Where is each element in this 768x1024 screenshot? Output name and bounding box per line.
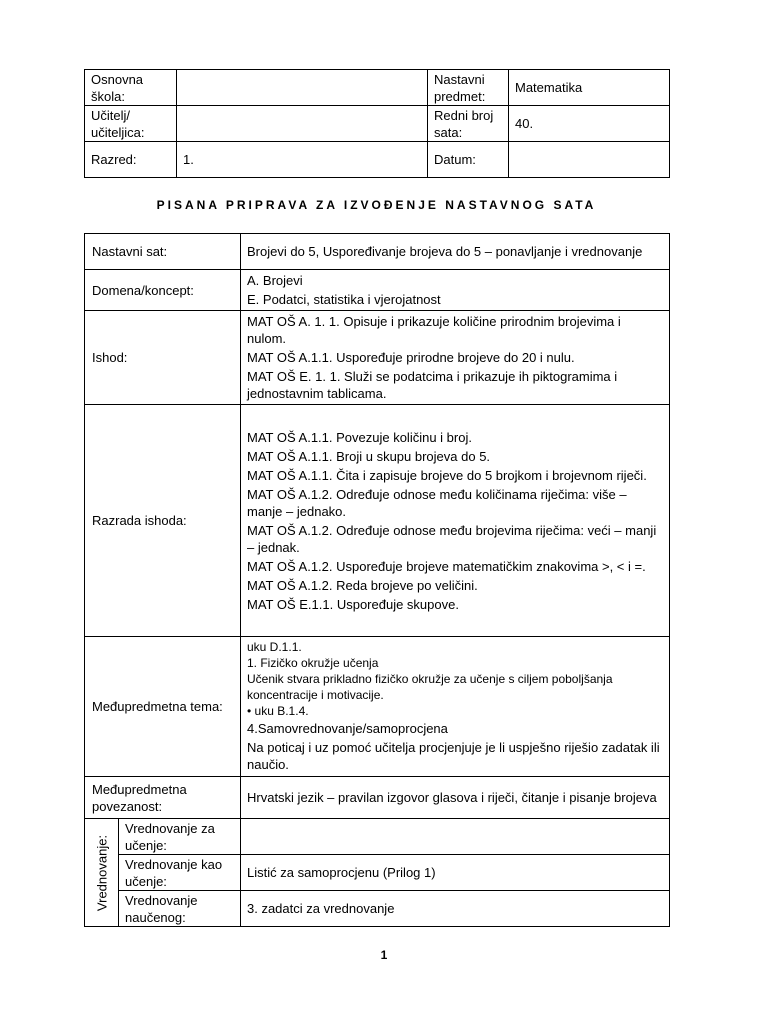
school-label: Osnovna škola: [85, 70, 177, 106]
page-number: 1 [380, 948, 388, 962]
subject-label: Nastavni predmet: [428, 70, 509, 106]
teacher-value[interactable] [177, 106, 428, 142]
crosscurricular-line: • uku B.1.4. [247, 704, 309, 718]
outcome-line: MAT OŠ A. 1. 1. Opisuje i prikazuje količine prirodnim brojevima i nulom. [247, 314, 621, 346]
elaboration-line: MAT OŠ A.1.1. Broji u skupu brojeva do 5. [247, 448, 491, 464]
page-title: PISANA PRIPRAVA ZA IZVOĐENJE NASTAVNOG SATA [156, 198, 597, 212]
elaboration-line: MAT OŠ A.1.2. Određuje odnose među količinama riječima: više – manje – jednako. [247, 486, 627, 519]
elaboration-label: Razrada ishoda: [85, 405, 241, 637]
date-value[interactable] [509, 142, 670, 178]
domain-value[interactable] [241, 270, 670, 311]
header-info-table [84, 69, 670, 178]
connection-value[interactable] [241, 777, 670, 819]
crosscurricular-value[interactable] [241, 637, 670, 777]
lesson-text: Brojevi do 5, Uspoređivanje brojeva do 5 – ponavljanje i vrednovanje [247, 244, 643, 259]
crosscurricular-label: Međupredmetna tema: [85, 637, 241, 777]
connection-text: Hrvatski jezik – pravilan izgovor glasova i riječi, čitanje i pisanje brojeva [247, 790, 657, 805]
lesson-plan-table [84, 233, 670, 927]
teacher-label: Učitelj/ učiteljica: [85, 106, 177, 142]
grade-label: Razred: [85, 142, 177, 178]
domain-label: Domena/koncept: [85, 270, 241, 311]
crosscurricular-line: Na poticaj i uz pomoć učitelja procjenjuje je li uspješno riješio zadatak ili naučio. [247, 740, 660, 772]
crosscurricular-line: 1. Fizičko okružje učenja [247, 656, 379, 670]
elaboration-line: MAT OŠ A.1.2. Reda brojeve po veličini. [247, 577, 478, 593]
lesson-number-label: Redni broj sata: [428, 106, 509, 142]
lesson-label: Nastavni sat: [85, 234, 241, 270]
eval-for-learning-label: Vrednovanje za učenje: [119, 819, 241, 855]
elaboration-line: MAT OŠ A.1.2. Određuje odnose među brojevima riječima: veći – manji – jednak. [247, 522, 657, 555]
lesson-number-value[interactable]: 40. [509, 106, 670, 142]
eval-of-learning-label: Vrednovanje naučenog: [119, 891, 241, 927]
outcome-value[interactable] [241, 311, 670, 405]
elaboration-line: MAT OŠ A.1.2. Uspoređuje brojeve matematičkim znakovima >, < i =. [247, 558, 646, 574]
outcome-line: MAT OŠ A.1.1. Uspoređuje prirodne brojeve do 20 i nulu. [247, 350, 575, 365]
domain-line: A. Brojevi [247, 273, 303, 288]
eval-of-learning-value[interactable]: 3. zadatci za vrednovanje [241, 891, 670, 927]
crosscurricular-line: uku D.1.1. [247, 640, 302, 654]
domain-line: E. Podatci, statistika i vjerojatnost [247, 292, 441, 307]
eval-for-learning-value[interactable] [241, 819, 670, 855]
eval-as-learning-value[interactable]: Listić za samoprocjenu (Prilog 1) [241, 855, 670, 891]
crosscurricular-line: 4.Samovrednovanje/samoprocjena [247, 721, 448, 736]
elaboration-line: MAT OŠ A.1.1. Povezuje količinu i broj. [247, 429, 472, 445]
outcome-label: Ishod: [85, 311, 241, 405]
school-value[interactable] [177, 70, 428, 106]
grade-value[interactable]: 1. [177, 142, 428, 178]
connection-label: Međupredmetna povezanost: [85, 777, 241, 819]
crosscurricular-line: Učenik stvara prikladno fizičko okružje za učenje s ciljem poboljšanja koncentracije i motivacije. [247, 672, 613, 702]
date-label: Datum: [428, 142, 509, 178]
outcome-line: MAT OŠ E. 1. 1. Služi se podatcima i prikazuje ih piktogramima i jednostavnim tablicama. [247, 369, 618, 401]
eval-as-learning-label: Vrednovanje kao učenje: [119, 855, 241, 891]
elaboration-line: MAT OŠ A.1.1. Čita i zapisuje brojeve do 5 brojkom i brojevnom riječi. [247, 467, 647, 483]
elaboration-line: MAT OŠ E.1.1. Uspoređuje skupove. [247, 596, 459, 612]
subject-value[interactable]: Matematika [509, 70, 670, 106]
evaluation-label: Vrednovanje: [94, 834, 109, 911]
evaluation-section [85, 819, 119, 927]
elaboration-value[interactable] [241, 405, 670, 637]
lesson-value[interactable] [241, 234, 670, 270]
